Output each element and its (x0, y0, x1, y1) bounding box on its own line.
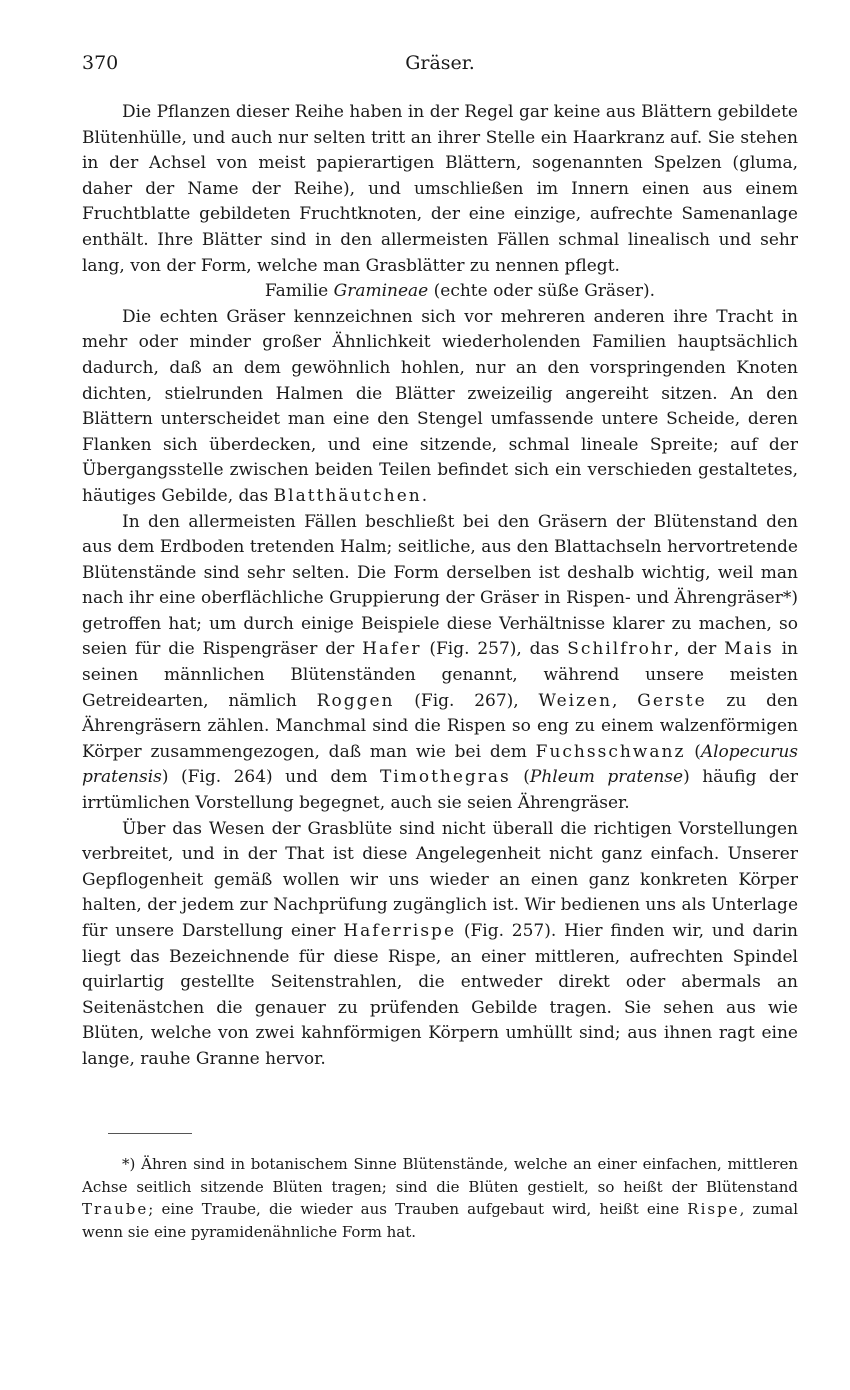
spaced-term: Timothegras (379, 767, 511, 788)
paragraph-text: In den allermeisten Fällen beschließt bei den Gräsern der Blütenstand den aus dem Erdboden tretenden Halm; seitliche, aus den Blattachseln hervortretende Blütenstände sind sehr selten. Die Form derselben ist deshalb wichtig, weil man nach ihr eine oberflächliche Gruppierung der Gräser in Rispen- und Ährengräser*) getroffen hat; um durch einige Beispiele diese Verhältnisse klarer zu machen, so seien für die Rispengräser der (82, 511, 798, 660)
paragraph-text: (Fig. 257), das (421, 639, 568, 660)
spaced-term: Traube (82, 1200, 149, 1218)
footnote (82, 1153, 798, 1243)
paragraph-text: ( (685, 741, 701, 762)
heading-suffix: (echte oder süße Gräser). (428, 281, 656, 302)
footnote-text: ; eine Traube, die wieder aus Trauben aufgebaut wird, heißt eine (148, 1200, 688, 1218)
paragraph-text: ( (510, 767, 530, 788)
latin-name: Alopecurus pratensis (82, 741, 798, 788)
running-head: Gräser. (405, 52, 475, 74)
heading-latin-name: Gramineae (333, 281, 429, 302)
section-heading (82, 279, 798, 305)
heading-prefix: Familie (264, 281, 334, 302)
spaced-term: Schilfrohr (567, 639, 674, 660)
paragraph-text: ) häufig der irrtümlichen Vorstellung begegnet, auch sie seien Ährengräser. (82, 767, 798, 814)
footnote-paragraph (82, 1153, 798, 1243)
paragraph-text: . (421, 485, 428, 506)
paragraph-text: Die echten Gräser kennzeichnen sich vor mehreren anderen ihre Tracht in mehr oder minder großer Ähnlichkeit wiederholenden Familien hauptsächlich dadurch, daß an dem gewöhnlich hohlen, nur an den vorspringenden Knoten dichten, stielrunden Halmen die Blätter zweizeilig angereiht sitzen. An den Blättern unterscheidet man eine den Stengel umfassende untere Scheide, deren Flanken sich überdecken, und eine sitzende, schmal lineale Spreite; auf der Übergangsstelle zwischen beiden Teilen befindet sich ein verschieden gestaltetes, häutiges Gebilde, das (82, 306, 798, 506)
page-number: 370 (82, 52, 119, 74)
paragraph-text: (Fig. 267), (394, 690, 539, 711)
footnote-text: *) Ähren sind in botanischem Sinne Blütenstände, welche an einer einfachen, mittleren Achse seitlich sitzende Blüten tragen; sind die Blüten gestielt, so heißt der Blütenstand (82, 1155, 798, 1196)
footnote-divider (108, 1133, 192, 1134)
spaced-term: Weizen (538, 690, 613, 711)
paragraph-text: zu den Ährengräsern zählen. Manchmal sind die Rispen so eng zu einem walzenförmigen Körper zusammengezogen, daß man wie bei dem (82, 690, 799, 762)
spaced-term: Gerste (637, 690, 707, 711)
paragraph-grass-flower (82, 817, 798, 1073)
paragraph-text: , (612, 690, 638, 711)
page-header (82, 52, 798, 80)
spaced-term: Blatthäutchen (273, 485, 422, 506)
spaced-term: Fuchsschwanz (535, 741, 686, 762)
spaced-term: Hafer (362, 639, 422, 660)
paragraph-inflorescence (82, 510, 798, 817)
paragraph-text: (Fig. 257). Hier finden wir, und darin liegt das Bezeichnende für diese Rispe, an einer mittleren, aufrechten Spindel quirlartig gestellte Seitenstrahlen, die entweder direkt oder abermals an Seitenästchen die genauer zu prüfenden Gebilde tragen. Sie sehen aus wie Blüten, welche von zwei kahnförmigen Körpern umhüllt sind; aus ihnen ragt eine lange, rauhe Granne hervor. (82, 921, 798, 1069)
paragraph-text: in seinen männlichen Blütenständen genannt, während unsere meisten Getreidearten, nämlich (82, 639, 798, 711)
paragraph-text: Über das Wesen der Grasblüte sind nicht überall die richtigen Vorstellungen verbreitet, und in der That ist diese Angelegenheit nicht ganz einfach. Unserer Gepflogenheit gemäß wollen wir uns wieder an einen ganz konkreten Körper halten, der jedem zur Nachprüfung zugänglich ist. Wir bedienen uns als Unterlage für unsere Darstellung einer (82, 818, 798, 941)
paragraph-text: ) (Fig. 264) und dem (161, 767, 380, 788)
footnote-text: , zumal wenn sie eine pyramidenähnliche Form hat. (82, 1200, 798, 1241)
paragraph-leaves (82, 305, 798, 510)
intro-paragraph: Die Pflanzen dieser Reihe haben in der Regel gar keine aus Blättern gebildete Blütenhülle, und auch nur selten tritt an ihrer Stelle ein Haarkranz auf. Sie stehen in der Achsel von meist papierartigen Blättern, sogenannten Spelzen (gluma, daher der Name der Reihe), und umschließen im Innern einen aus einem Fruchtblatte gebildeten Fruchtknoten, der eine einzige, aufrechte Samenanlage enthält. Ihre Blätter sind in den allermeisten Fällen schmal linealisch und sehr lang, von der Form, welche man Grasblätter zu nennen pflegt. (82, 102, 798, 276)
spaced-term: Mais (724, 639, 774, 660)
body-text (82, 100, 798, 1073)
spaced-term: Haferrispe (343, 921, 456, 941)
spaced-term: Roggen (316, 690, 395, 711)
paragraph-text: , der (673, 639, 725, 660)
spaced-term: Rispe (687, 1200, 740, 1218)
latin-name: Phleum pratense (529, 767, 684, 788)
